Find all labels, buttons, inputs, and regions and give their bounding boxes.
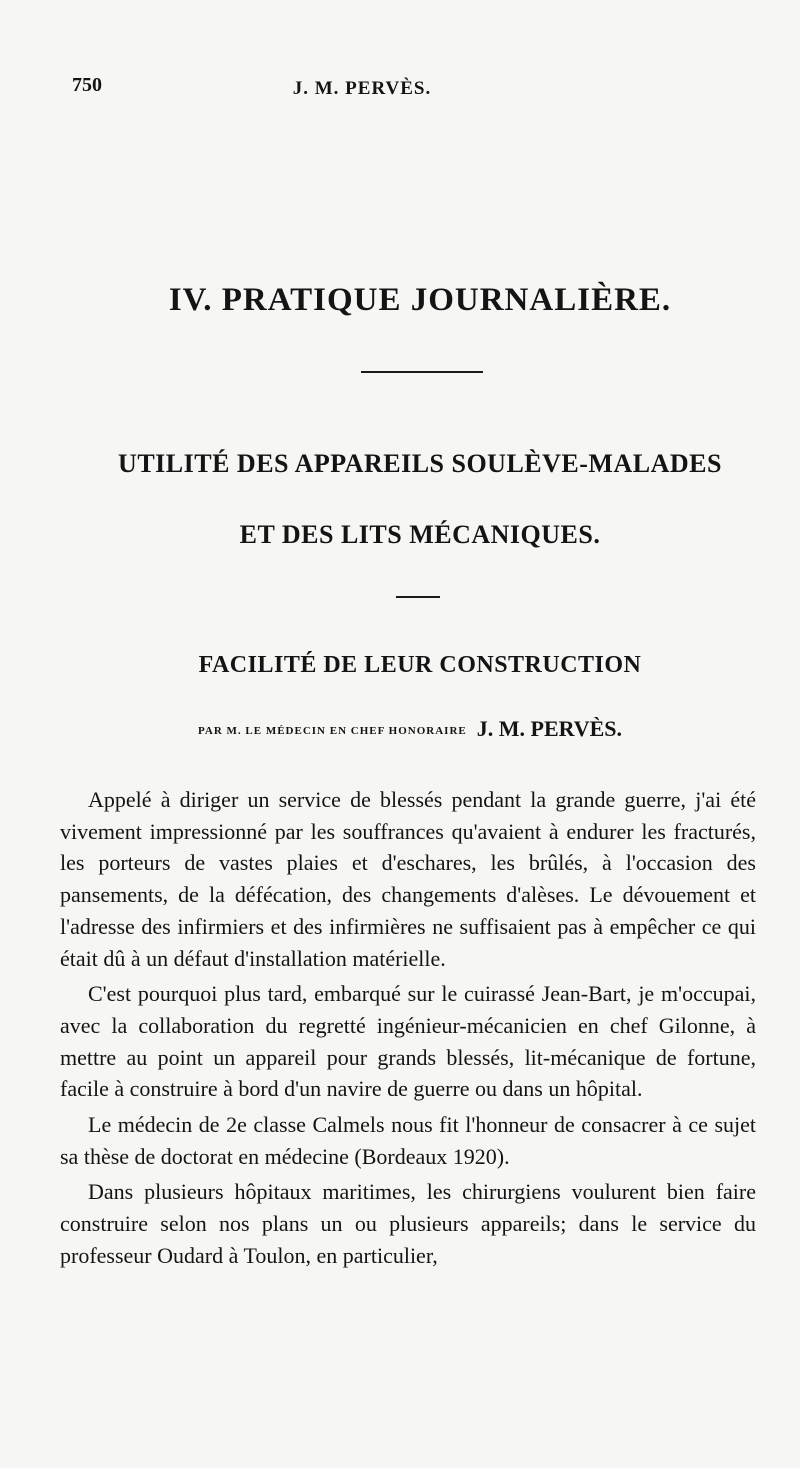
section-title: IV. PRATIQUE JOURNALIÈRE.: [168, 282, 672, 318]
body-paragraph-3: Le médecin de 2e classe Calmels nous fit l'honneur de consacrer à ce sujet sa thèse de doctorat en médecine (Bordeaux 1920).: [60, 1112, 756, 1169]
byline: [0, 716, 800, 742]
page-number: 750: [72, 74, 102, 96]
body-text: [60, 784, 756, 1272]
section-divider-rule: [361, 371, 483, 373]
body-paragraph-4: Dans plusieurs hôpitaux maritimes, les chirurgiens voulurent bien faire construire selon nos plans un ou plusieurs appareils; dans le service du professeur Oudard à Toulon, en particulier,: [60, 1179, 756, 1268]
article-title-line-2: ET DES LITS MÉCANIQUES.: [239, 520, 601, 549]
article-title-line-1: UTILITÉ DES APPAREILS SOULÈVE-MALADES: [118, 449, 722, 478]
byline-author: J. M. PERVÈS.: [476, 716, 623, 741]
article-subtitle: FACILITÉ DE LEUR CONSTRUCTION: [198, 652, 642, 678]
body-paragraph-2: C'est pourquoi plus tard, embarqué sur le cuirassé Jean-Bart, je m'occupai, avec la collaboration du regretté ingénieur-mécanicien en chef Gilonne, à mettre au point un appareil pour grands blessés, lit-mécanique de fortune, facile à construire à bord d'un navire de guerre ou dans un hôpital.: [60, 981, 756, 1102]
running-title: J. M. PERVÈS.: [292, 78, 432, 99]
running-header: [72, 70, 752, 104]
body-paragraph-1: Appelé à diriger un service de blessés pendant la grande guerre, j'ai été vivement impressionné par les souffrances qu'avaient à endurer les fracturés, les porteurs de vastes plaies et d'eschares, les brûlés, à l'occasion des pansements, de la défécation, des changements d'alèses. Le dévouement et l'adresse des infirmiers et des infirmières ne suffisaient pas à empêcher ce qui était dû à un défaut d'installation matérielle.: [60, 787, 756, 971]
byline-prefix: PAR M. LE MÉDECIN EN CHEF HONORAIRE: [197, 725, 467, 737]
title-divider-rule: [396, 596, 440, 598]
